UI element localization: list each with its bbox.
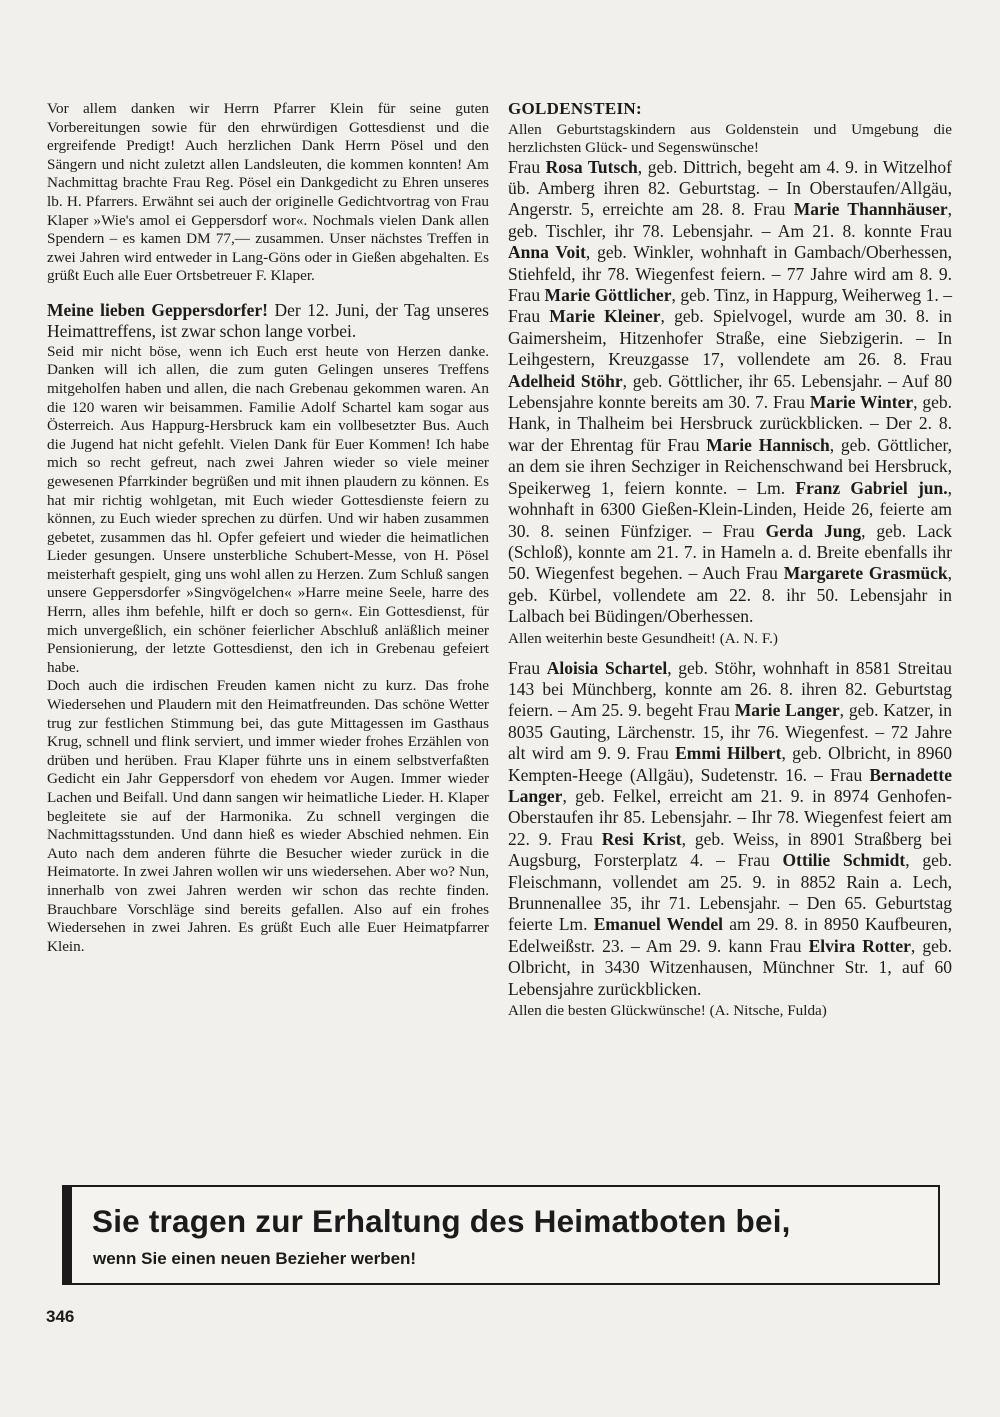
geppersdorf-body-1: Seid mir nicht böse, wenn ich Euch erst heute von Herzen danke. Danken will ich allen, die zum guten Gelingen unseres Treffens mitgeholfen haben und allen, die nach Grebenau gekommen waren. An die 120 waren wir beisammen. Familie Adolf Schartel kam sogar aus Österreich. Aus Happurg-Hersbruck kam ein vollbesetzter Bus. Auch die Jugend hat nicht gefehlt. Vielen Dank für Euer Kommen! Ich habe mich so recht gefreut, nach zwei Jahren wieder so viele meiner gewesenen Pfarrkinder begrüßen und mit ihnen plaudern zu können. Es hat mir richtig wohlgetan, mit Euch wieder Gottesdienste feiern zu können, zu Euch wieder sprechen zu dürfen. Und wir haben zusammen gebetet, zusammen das hl. Opfer gefeiert und wieder die heimatlichen Lieder gesungen. Unsere unsterbliche Schubert-Messe, von H. Pösel meisterhaft gespielt, ging uns wohl allen zu Herzen. Zum Schluß sangen unsere Geppersdorfer »Singvögelchen« »Harre meine Seele, harre des Herrn, alles ihm befehle, hilft er doch so gern«. Ein Gottesdienst, für mich unvergeßlich, ein schöner feierlicher Abschluß anläßlich meiner Pensionierung, der letzte Gottesdienst, den ich in Grebenau gefeiert habe. [47, 342, 489, 676]
person-name: Emmi Hilbert [675, 743, 782, 764]
notice-text: Frau [508, 657, 547, 678]
thanks-paragraph: Vor allem danken wir Herrn Pfarrer Klein für seine guten Vorbereitungen sowie für den ehrwürdigen Gottesdienst und die ergreifende Predigt! Auch herzlichen Dank Herrn Pösel und den Sängern und nicht zuletzt allen Landsleuten, die kommen konnten! Am Nachmittag brachte Frau Reg. Pösel ein Dankgedicht zu Ehren unseres lb. H. Pfarrers. Erwähnt sei auch der originelle Gedichtvortrag von Frau Klaper »Wie's amol ei Geppersdorf wor«. Nochmals vielen Dank allen Spendern – es kamen DM 77,— zusammen. Unser nächstes Treffen in zwei Jahren wird entweder in Lang-Göns oder in Gießen abgehalten. Es grüßt Euch alle Euer Ortsbetreuer F. Klaper. [47, 100, 489, 285]
banner-subtitle: wenn Sie einen neuen Bezieher werben! [93, 1249, 417, 1268]
person-name: Franz Gabriel jun. [795, 477, 948, 498]
birthday-notices-1 [508, 157, 952, 628]
right-column [508, 100, 952, 1030]
person-name: Marie Kleiner [549, 306, 661, 327]
notice-text: , geb. Winkler, wohnhaft in Gambach/Oberhessen, Stiehfeld, ihr 78. Wiegenfest feiern. – 77 Jahre wird am 8. 9. Frau [508, 242, 952, 306]
closing-line-1: Allen weiterhin beste Gesundheit! (A. N. F.) [508, 629, 778, 647]
person-name: Aloisia Schartel [546, 657, 668, 678]
person-name: Emanuel Wendel [593, 914, 724, 935]
geppersdorf-greeting: Meine lieben Geppersdorfer! [47, 299, 268, 320]
notice-text: , geb. Hank, in Thalheim bei Hersbruck zurückblicken. – Der 2. 8. war der Ehrentag für Frau [508, 392, 952, 455]
person-name: Marie Göttlicher [544, 285, 672, 306]
geppersdorf-lead-text: Der 12. Juni, der Tag unseres Heimattreffens, ist zwar schon lange vorbei. [47, 299, 489, 342]
notice-text: , geb. Tinz, in Happurg, Weiherweg 1. – Frau [508, 285, 952, 327]
notice-text: am 29. 8. in 8950 Kaufbeuren, Edelweißstr. 23. – Am 29. 9. kann Frau [508, 914, 952, 956]
goldenstein-intro: Allen Geburtstagskindern aus Goldenstein und Umgebung die herzlichsten Glück- und Segenswünsche! [508, 120, 952, 156]
closing-line-2: Allen die besten Glückwünsche! (A. Nitsche, Fulda) [508, 1002, 827, 1020]
person-name: Resi Krist [601, 828, 682, 849]
notice-text: , geb. Kürbel, vollendete am 22. 8. ihr 50. Lebensjahr in Lalbach bei Büdingen/Oberhessen. [508, 563, 952, 627]
left-column [47, 100, 489, 970]
person-name: Anna Voit [508, 242, 586, 263]
notice-text: , geb. Katzer, in 8035 Gauting, Lärchenstr. 15, ihr 76. Wiegenfest. – 72 Jahre alt wird am 9. 9. Frau [508, 700, 953, 764]
subscriber-banner [62, 1185, 940, 1285]
person-name: Marie Winter [809, 392, 914, 413]
notice-text: , geb. Lack (Schloß), konnte am 21. 7. in Hameln a. d. Breite ebenfalls ihr 50. Wiegenfest begehen. – Auch Frau [508, 520, 952, 584]
notice-text: , geb. Fleischmann, vollendet am 25. 9. in 8852 Rain a. Lech, Brunnenallee 35, ihr 71. Lebensjahr. – Den 65. Geburtstag feierte Lm. [508, 850, 952, 935]
notice-text: , geb. Stöhr, wohnhaft in 8581 Streitau 143 bei Münchberg, konnte am 26. 8. ihren 82. Geburtstag feiern. – Am 25. 9. begeht Frau [508, 657, 952, 721]
notice-text: , geb. Dittrich, begeht am 4. 9. in Witzelhof üb. Amberg ihren 82. Geburtstag. – In Oberstaufen/Allgäu, Angerstr. 5, erreichte am 28. 8. Frau [508, 156, 952, 220]
person-name: Rosa Tutsch [545, 156, 638, 177]
geppersdorf-lead [47, 300, 489, 343]
page-number: 346 [46, 1307, 75, 1326]
notice-text: , geb. Olbricht, in 8960 Kempten-Heegе (Allgäu), Sudetenstr. 16. – Frau [508, 743, 952, 785]
person-name: Ottilie Schmidt [782, 850, 906, 871]
person-name: Marie Langer [734, 700, 840, 721]
geppersdorf-body-2: Doch auch die irdischen Freuden kamen nicht zu kurz. Das frohe Wiedersehen und Plaudern mit den Heimatfreunden. Das schöne Wetter trug zur festlichen Stimmung bei, das gute Mittagessen im Gasthaus Krug, schnell und flink serviert, und immer wieder frohes Erzählen von drüben und herüben. Frau Klaper führte uns in einem selbstverfaßten Gedicht ein Jahr Geppersdorf von ehedem vor Augen. Immer wieder Lachen und Beifall. Und dann sangen wir heimatliche Lieder. H. Klaper begleitete sie auf der Harmonika. Zu schnell vergingen die Nachmittagsstunden. Und dann hieß es wieder Abschied nehmen. Ein Auto nach dem anderen führte die Besucher wieder zurück in die Heimatorte. In zwei Jahren wollen wir uns wiedersehen. Aber wo? Nun, innerhalb von zwei Jahren werden wir schon das rechte finden. Brauchbare Vorschläge sind bereits gefallen. Also auf ein frohes Wiedersehen in zwei Jahren. Es grüßt Euch alle Euer Heimatpfarrer Klein. [47, 677, 489, 955]
notice-text: , geb. Olbricht, in 3430 Witzenhausen, Münchner Str. 1, auf 60 Lebensjahre zurückblicken. [508, 935, 952, 999]
notice-text: , geb. Göttlicher, an dem sie ihren Sechziger in Reichenschwand bei Hersbruck, Speikerweg 1, feiern konnte. – Lm. [508, 434, 953, 498]
person-name: Bernadette Langer [508, 764, 952, 806]
goldenstein-heading: GOLDENSTEIN: [508, 99, 642, 118]
notice-text: Frau [508, 156, 546, 177]
person-name: Marie Hannisch [706, 434, 830, 455]
notice-text: , wohnhaft in 6300 Gießen-Klein-Linden, Heide 26, feierte am 30. 8. seinen Fünfziger. – Frau [508, 477, 952, 541]
person-name: Margarete Grasmück [783, 563, 948, 584]
person-name: Gerda Jung [765, 520, 862, 541]
notice-text: , geb. Weiss, in 8901 Straßberg bei Augsburg, Forsterplatz 4. – Frau [508, 828, 952, 871]
birthday-notices-2 [508, 658, 952, 1001]
notice-text: , geb. Tischler, ihr 78. Lebensjahr. – Am 21. 8. konnte Frau [508, 199, 952, 241]
banner-title: Sie tragen zur Erhaltung des Heimatboten bei, [92, 1203, 791, 1239]
person-name: Adelheid Stöhr [508, 370, 623, 391]
person-name: Elvira Rotter [808, 935, 911, 956]
person-name: Marie Thannhäuser [793, 199, 948, 220]
notice-text: , geb. Spielvogel, wurde am 30. 8. in Gaimersheim, Hitzenhofer Straße, eine Siebzigerin. – In Leihgestern, Kreuzgasse 17, vollendete am 26. 8. Frau [508, 306, 952, 370]
notice-text: , geb. Felkel, erreicht am 21. 9. in 8974 Genhofen-Oberstaufen ihr 85. Lebensjahr. – Ihr 78. Wiegenfest feiert am 22. 9. Frau [508, 785, 952, 849]
notice-text: , geb. Göttlicher, ihr 65. Lebensjahr. – Auf 80 Lebensjahre konnte bereits am 30. 7. Frau [508, 370, 953, 413]
